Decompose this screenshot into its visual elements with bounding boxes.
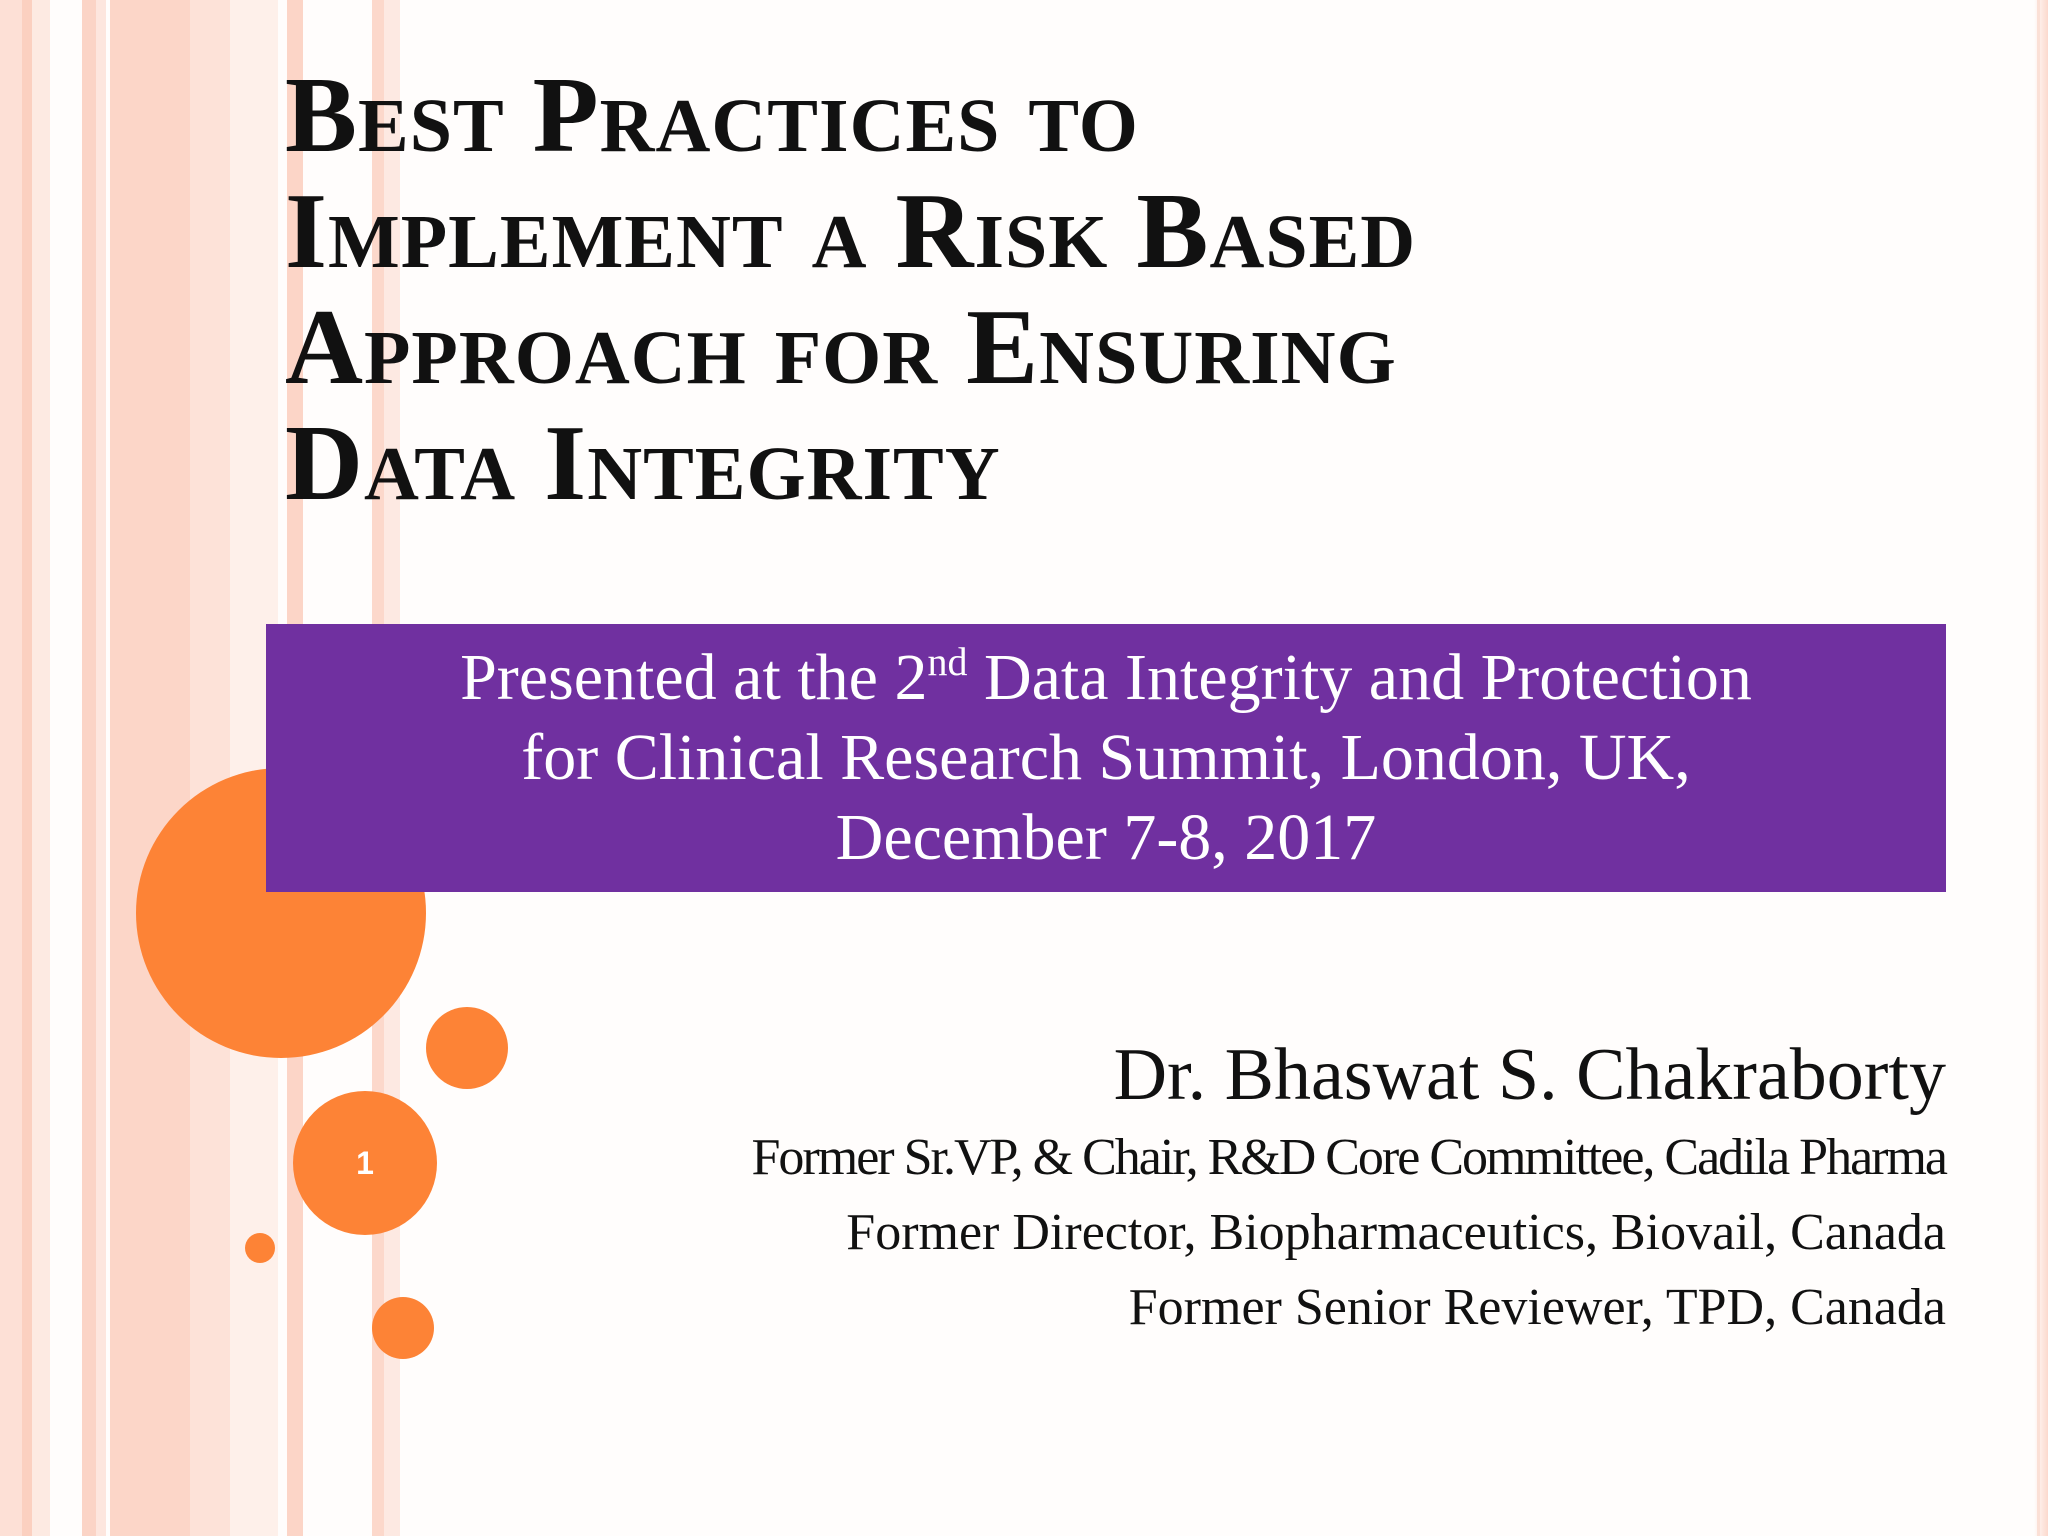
ordinal-suffix: nd xyxy=(927,639,968,684)
author-block xyxy=(752,1030,1946,1345)
title-line: Data Integrity xyxy=(285,404,1001,523)
banner-line-1 xyxy=(460,638,1752,718)
decorative-circle-medium xyxy=(426,1007,508,1089)
stripe xyxy=(0,0,22,1536)
author-affiliation: Former Senior Reviewer, TPD, Canada xyxy=(1128,1279,1946,1336)
stripe xyxy=(22,0,32,1536)
title-line: Best Practices to xyxy=(285,56,1139,175)
slide-number: 1 xyxy=(356,1144,374,1181)
slide-number-badge xyxy=(293,1091,437,1235)
author-name: Dr. Bhaswat S. Chakraborty xyxy=(1113,1034,1946,1116)
stripe xyxy=(32,0,50,1536)
author-affiliation: Former Director, Biopharmaceutics, Biovail, Canada xyxy=(846,1204,1946,1261)
title-line: Implement a Risk Based xyxy=(285,172,1417,291)
banner-line-3: December 7-8, 2017 xyxy=(835,801,1377,874)
banner-line-1-start: Presented at the 2 xyxy=(460,641,928,714)
banner-line-2: for Clinical Research Summit, London, UK, xyxy=(521,721,1691,794)
author-affiliation: Former Sr.VP, & Chair, R&D Core Committee, Cadila Pharma xyxy=(751,1129,1946,1186)
stripe xyxy=(82,0,96,1536)
slide-title xyxy=(285,58,1985,522)
title-line: Approach for Ensuring xyxy=(285,288,1397,407)
stripe xyxy=(190,0,230,1536)
decorative-circle-small xyxy=(245,1233,275,1263)
decorative-circle-small-2 xyxy=(372,1297,434,1359)
stripe xyxy=(96,0,106,1536)
event-banner xyxy=(266,624,1946,892)
banner-line-1-end: Data Integrity and Protection xyxy=(967,641,1752,714)
right-edge-line xyxy=(2037,0,2040,1536)
stripe xyxy=(110,0,190,1536)
